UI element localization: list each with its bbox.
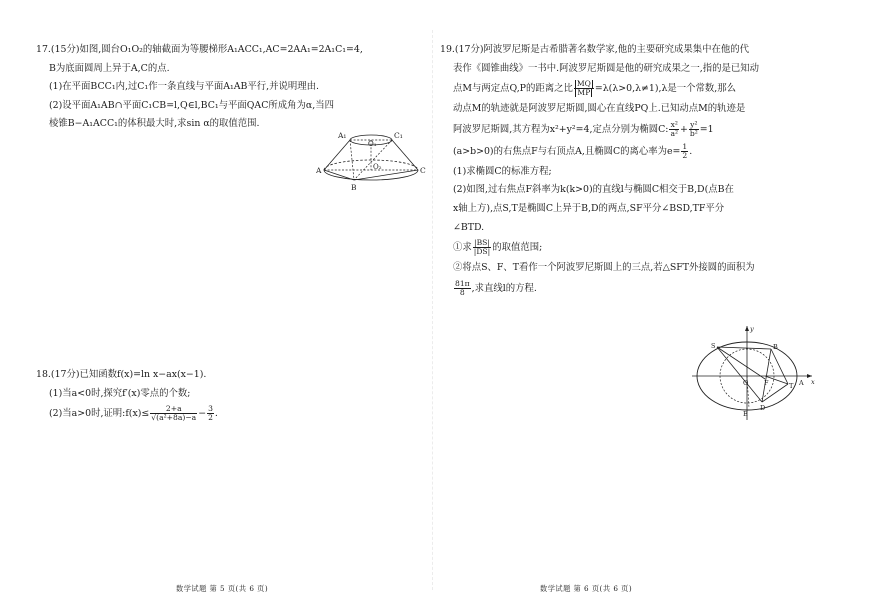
problem-19-subpart-2: ②将点S、F、T看作一个阿波罗尼斯圆上的三点,若△SFT外接圆的面积为 <box>453 262 755 274</box>
problem-19 <box>440 41 830 300</box>
problem-19-subpart-2-cont <box>440 278 830 300</box>
ellipse-x-term <box>669 121 679 138</box>
problem-19-line-5-pre: 阿波罗尼斯圆,其方程为x²+y²=4,定点分别为椭圆C: <box>453 123 669 135</box>
label-C: C <box>420 166 426 175</box>
left-page <box>0 0 432 615</box>
fraction-three-halves <box>207 405 214 422</box>
label-A: A <box>799 379 804 387</box>
ds-denominator: |DS| <box>473 247 491 257</box>
problem-18-line-1: 18.(17分)已知函数f(x)=ln x−ax(x−1). <box>36 369 207 380</box>
label-O2: O₂ <box>373 163 382 171</box>
problem-19-line-4: 动点M的轨迹就是阿波罗尼斯圆,圆心在直线PQ上.已知动点M的轨迹是 <box>453 103 746 115</box>
label-B: B <box>351 183 357 192</box>
ellipse-y-denominator: b² <box>689 128 698 138</box>
label-A: A <box>316 166 322 175</box>
problem-18-part-1: (1)当a<0时,探究f′(x)零点的个数; <box>49 387 191 399</box>
problem-19-part-2-line-2: x轴上方),点S,T是椭圆C上异于B,D的两点,SF平分∠BSD,TF平分 <box>453 202 725 214</box>
label-S: S <box>711 342 716 350</box>
ellipse-figure <box>688 322 818 422</box>
ellipse-y-numerator: y² <box>690 119 698 129</box>
problem-18-part-2-text: (2)当a>0时,证明:f(x)≤ <box>49 408 150 420</box>
ellipse-x-denominator: a² <box>670 128 679 138</box>
problem-19-subpart-1-pre: ①求 <box>453 242 472 254</box>
minus-sign: − <box>198 408 207 420</box>
period: . <box>214 408 218 420</box>
problem-19-line-6-post: . <box>689 145 693 157</box>
problem-19-part-2: (2)如图,过右焦点F斜率为k(k>0)的直线l与椭圆C相交于B,D(点B在 <box>453 184 734 196</box>
label-E: E <box>743 410 748 418</box>
area-denominator: 8 <box>459 287 465 297</box>
ratio-numerator-text: MQ <box>576 78 591 88</box>
footer-page-5: 数学试题 第 5 页(共 6 页) <box>176 584 269 593</box>
area-numerator: 81π <box>455 278 470 288</box>
frustum-figure <box>316 126 428 194</box>
ellipse-plus: + <box>680 123 688 135</box>
ratio-fraction <box>574 80 594 98</box>
problem-17-part-1: (1)在平面BCC₁内,过C₁作一条直线与平面A₁AB平行,并说明理由. <box>49 81 320 93</box>
label-T: T <box>789 382 794 390</box>
fraction-bound <box>150 405 197 422</box>
label-y: y <box>750 325 754 333</box>
footer-page-6: 数学试题 第 6 页(共 6 页) <box>540 584 633 593</box>
problem-18-part-2 <box>36 403 426 425</box>
problem-19-line-2: 表作《圆锥曲线》一书中.阿波罗尼斯圆是他的研究成果之一,指的是已知动 <box>453 62 759 74</box>
label-O1: O₁ <box>368 140 377 148</box>
problem-17 <box>36 41 426 134</box>
fraction-three-halves-numerator: 3 <box>208 403 213 413</box>
bs-numerator: |BS| <box>474 237 490 247</box>
label-C1: C₁ <box>394 131 403 140</box>
problem-17-part-2: (2)设平面A₁AB∩平面C₁CB=l,Q∈l,BC₁与平面QAC所成角为α,当四 <box>49 99 334 111</box>
fraction-bound-denominator: √(a²+8a)−a <box>151 413 197 423</box>
problem-19-line-1: 19.(17分)阿波罗尼斯是古希腊著名数学家,他的主要研究成果集中在他的代 <box>440 44 750 55</box>
problem-18 <box>36 366 426 425</box>
label-O: O <box>743 379 749 387</box>
ratio-denominator-text: MP <box>577 88 591 98</box>
label-D: D <box>760 404 766 412</box>
problem-17-line-1: 17.(15分)如图,圆台O₁O₂的轴截面为等腰梯形A₁ACC₁,AC=2AA₁=2A₁C₁=4, <box>36 44 363 55</box>
label-x: x <box>811 378 815 386</box>
problem-19-subpart-1 <box>440 237 830 259</box>
eccentricity-fraction <box>681 143 688 160</box>
problem-19-line-3-pre: 点M与两定点Q,P的距离之比 <box>453 83 573 95</box>
problem-19-line-6 <box>440 141 830 163</box>
problem-19-part-1: (1)求椭圆C的标准方程; <box>453 165 552 177</box>
fraction-bound-numerator: 2+a <box>150 405 197 414</box>
label-F: F <box>764 379 769 387</box>
bs-ds-fraction <box>473 239 491 256</box>
problem-19-line-3-post: =λ(λ>0,λ≠1),λ是一个常数,那么 <box>594 83 737 95</box>
eccentricity-denominator: 2 <box>682 150 688 160</box>
ratio-denominator <box>574 89 594 97</box>
ellipse-y-term <box>689 121 699 138</box>
problem-17-part-2-cont: 棱锥B−A₁ACC₁的体积最大时,求sin α的取值范围. <box>49 118 260 130</box>
problem-19-line-6-pre: (a>b>0)的右焦点F与右顶点A,且椭圆C的离心率为e= <box>453 145 681 157</box>
problem-19-line-3 <box>440 78 830 100</box>
label-B: B <box>773 343 778 351</box>
fraction-three-halves-denominator: 2 <box>208 413 213 423</box>
problem-19-subpart-2-post: ,求直线l的方程. <box>471 282 537 294</box>
problem-19-line-5 <box>440 119 830 141</box>
eccentricity-numerator: 1 <box>682 141 688 151</box>
problem-19-subpart-1-post: 的取值范围; <box>492 242 543 254</box>
ellipse-equals-one: =1 <box>699 123 714 135</box>
ellipse-x-numerator: x² <box>670 119 678 129</box>
label-A1: A₁ <box>338 131 347 140</box>
problem-17-line-2: B为底面圆周上异于A,C的点. <box>49 62 170 74</box>
area-fraction <box>454 280 471 297</box>
problem-19-part-2-line-3: ∠BTD. <box>453 221 485 233</box>
